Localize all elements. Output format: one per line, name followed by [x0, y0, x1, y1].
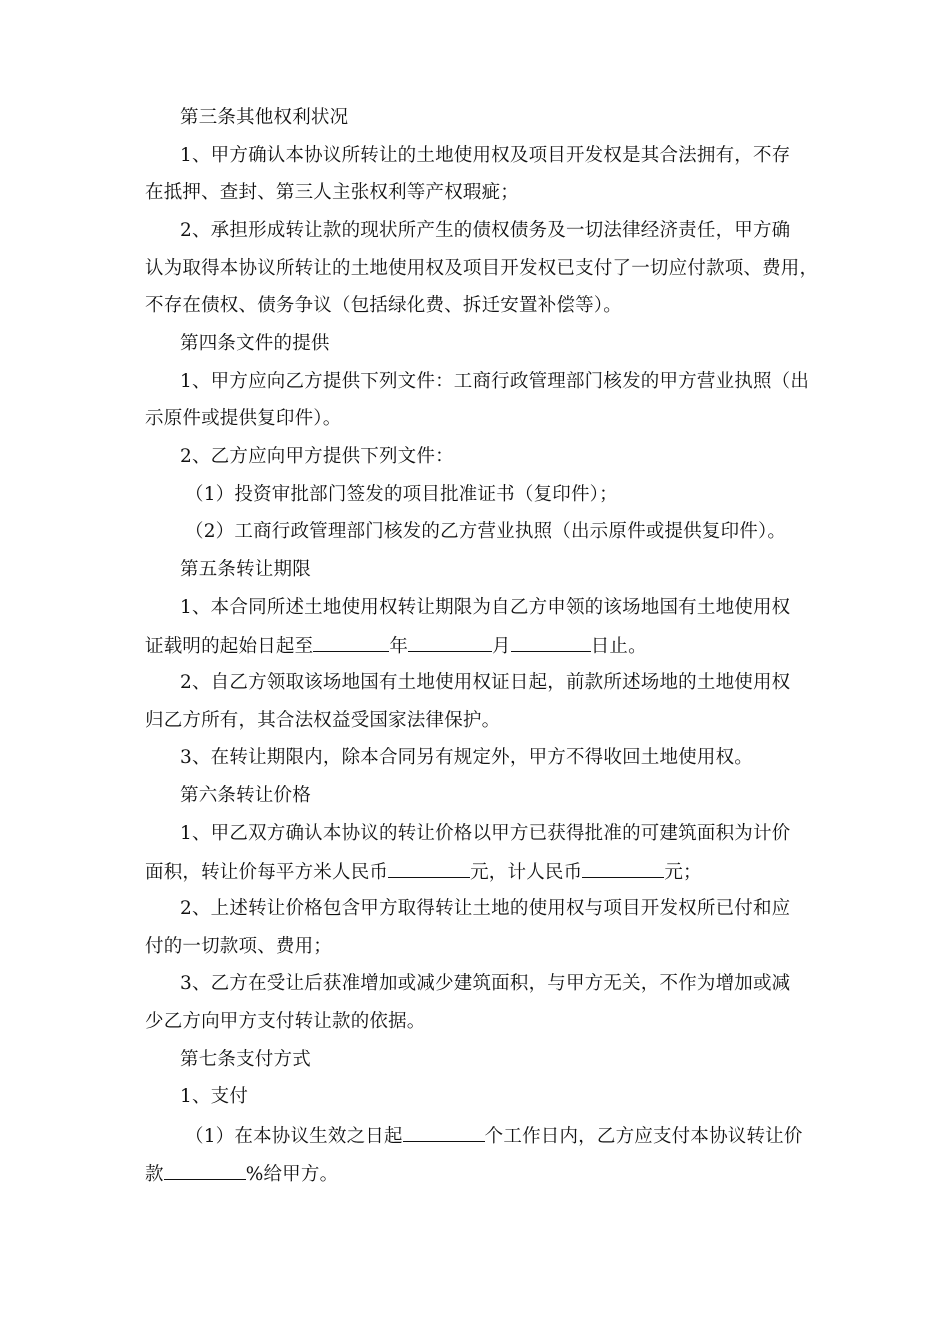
paragraph-line: 不存在债权、债务争议（包括绿化费、拆迁安置补偿等）。	[145, 295, 622, 316]
article-5-heading: 第五条转让期限	[180, 559, 311, 580]
fill-in-blank-percent	[164, 1161, 246, 1180]
fill-in-blank-unit-price	[388, 859, 470, 878]
paragraph-line: 归乙方所有，其合法权益受国家法律保护。	[145, 710, 501, 731]
line-text: 年	[389, 636, 409, 657]
fill-in-blank-year	[313, 633, 389, 652]
article-3-heading: 第三条其他权利状况	[180, 107, 349, 128]
paragraph-line: 在抵押、查封、第三人主张权利等产权瑕疵；	[145, 182, 520, 203]
line-text: 月	[492, 636, 511, 657]
line-text: 款	[145, 1164, 164, 1185]
paragraph-line: 3、在转让期限内，除本合同另有规定外，甲方不得收回土地使用权。	[180, 747, 753, 768]
paragraph-line: 少乙方向甲方支付转让款的依据。	[145, 1011, 426, 1032]
sub-item-line: （1）投资审批部门签发的项目批准证书（复印件）；	[185, 484, 618, 505]
line-text: 元，计人民币	[470, 862, 583, 883]
line-text: （1）在本协议生效之日起	[185, 1126, 403, 1147]
paragraph-line	[145, 633, 815, 659]
article-4-heading: 第四条文件的提供	[180, 333, 330, 354]
paragraph-line: 3、乙方在受让后获准增加或减少建筑面积，与甲方无关，不作为增加或减	[180, 973, 791, 994]
fill-in-blank-month	[408, 633, 492, 652]
line-text: 元；	[664, 862, 702, 883]
paragraph-line: 1、支付	[180, 1086, 249, 1107]
paragraph-line	[145, 1161, 815, 1187]
sub-item-line	[185, 1123, 815, 1149]
paragraph-line: 1、甲方应向乙方提供下列文件：工商行政管理部门核发的甲方营业执照（出	[180, 371, 810, 392]
paragraph-line: 2、乙方应向甲方提供下列文件：	[180, 446, 454, 467]
line-text: 面积，转让价每平方米人民币	[145, 862, 389, 883]
paragraph-line: 2、自乙方领取该场地国有土地使用权证日起，前款所述场地的土地使用权	[180, 672, 791, 693]
paragraph-line: 认为取得本协议所转让的土地使用权及项目开发权已支付了一切应付款项、费用，	[145, 258, 819, 279]
paragraph-line: 示原件或提供复印件）。	[145, 408, 342, 429]
sub-item-line: （2）工商行政管理部门核发的乙方营业执照（出示原件或提供复印件）。	[185, 521, 787, 542]
line-text: 证载明的起始日起至	[145, 636, 314, 657]
article-6-heading: 第六条转让价格	[180, 785, 311, 806]
paragraph-line: 2、上述转让价格包含甲方取得转让土地的使用权与项目开发权所已付和应	[180, 898, 791, 919]
line-text: 日止。	[590, 636, 647, 657]
paragraph-line: 1、本合同所述土地使用权转让期限为自乙方申领的该场地国有土地使用权	[180, 597, 791, 618]
paragraph-line: 2、承担形成转让款的现状所产生的债权债务及一切法律经济责任，甲方确	[180, 220, 791, 241]
paragraph-line: 1、甲方确认本协议所转让的土地使用权及项目开发权是其合法拥有，不存	[180, 145, 791, 166]
article-7-heading: 第七条支付方式	[180, 1049, 311, 1070]
paragraph-line	[145, 859, 815, 885]
fill-in-blank-day	[511, 633, 591, 652]
paragraph-line: 付的一切款项、费用；	[145, 936, 333, 957]
line-text: %给甲方。	[245, 1164, 339, 1185]
line-text: 个工作日内，乙方应支付本协议转让价	[484, 1126, 803, 1147]
fill-in-blank-total-price	[582, 859, 664, 878]
fill-in-blank-days	[403, 1123, 485, 1142]
paragraph-line: 1、甲乙双方确认本协议的转让价格以甲方已获得批准的可建筑面积为计价	[180, 823, 791, 844]
